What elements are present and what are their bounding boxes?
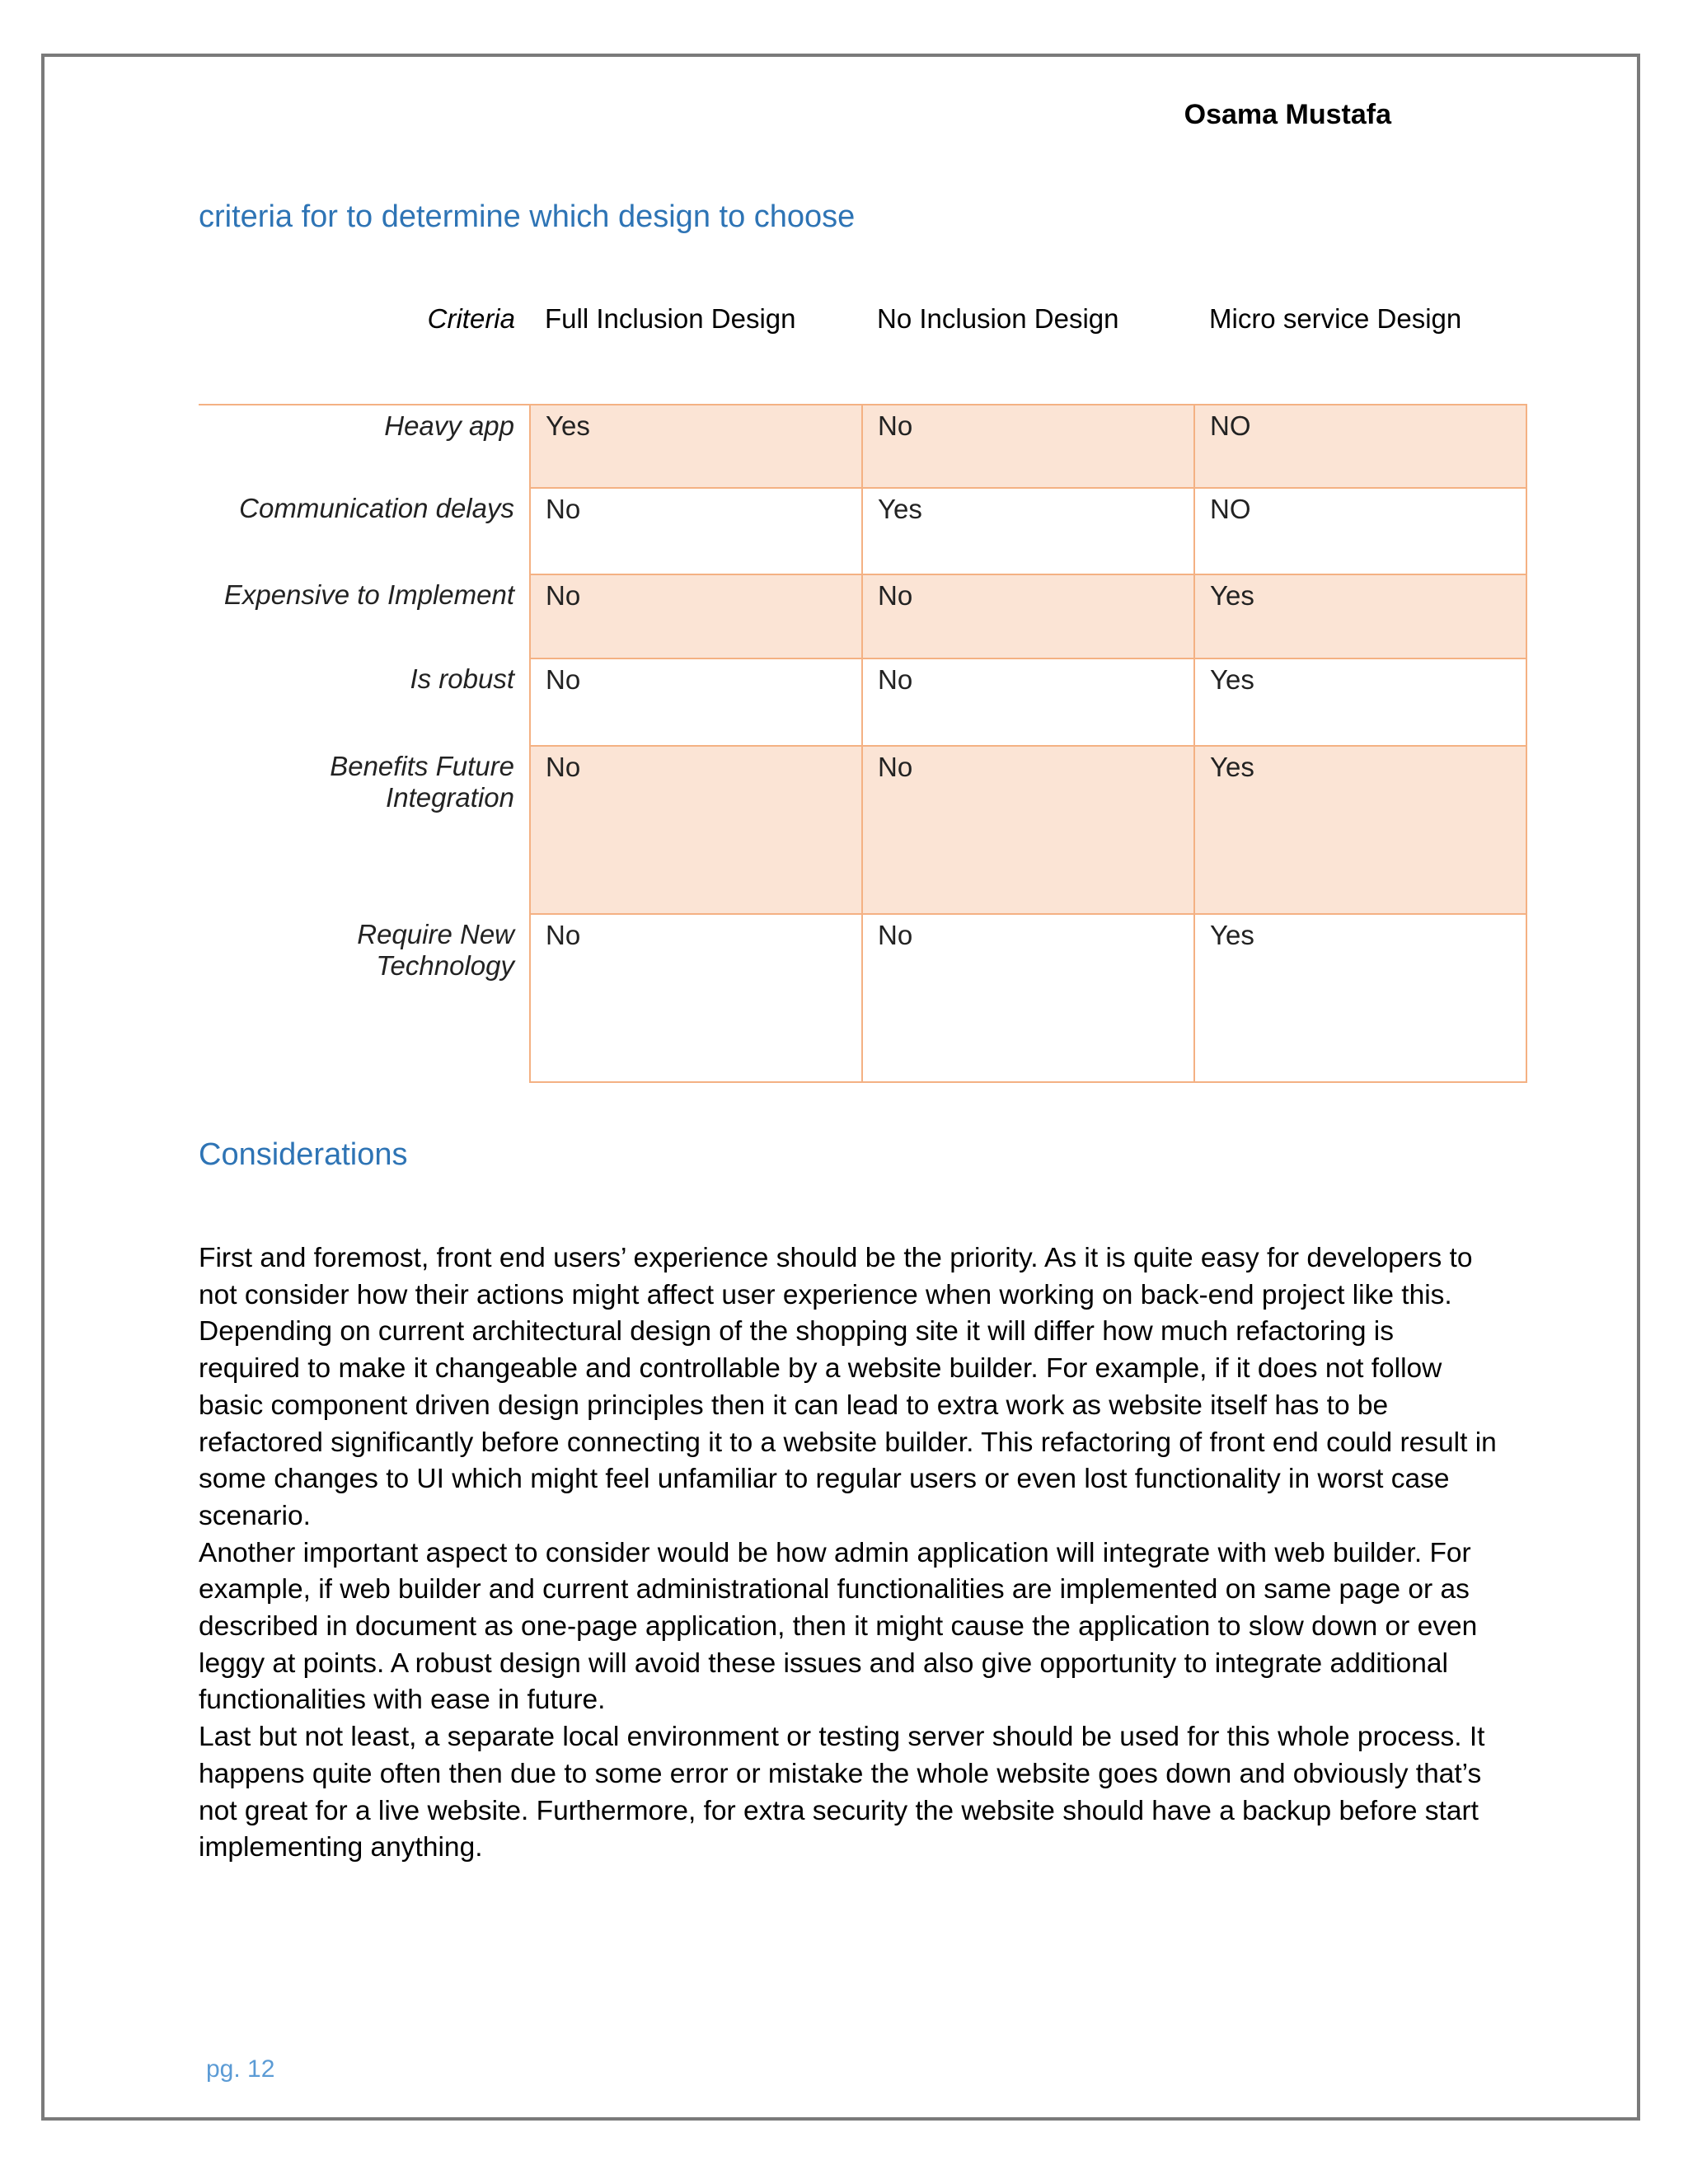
criteria-table xyxy=(199,288,1527,1083)
row-label-benefits-future: Benefits Future Integration xyxy=(199,746,530,914)
table-cell: No xyxy=(862,746,1194,914)
table-cell: NO xyxy=(1194,405,1526,488)
table-row xyxy=(199,658,1526,746)
criteria-heading: criteria for to determine which design to choose xyxy=(199,199,856,234)
row-label-is-robust: Is robust xyxy=(199,658,530,746)
table-cell: No xyxy=(862,914,1194,1082)
table-header-row xyxy=(199,288,1526,405)
table-cell: No xyxy=(530,574,862,658)
table-cell: Yes xyxy=(1194,746,1526,914)
table-cell: NO xyxy=(1194,488,1526,574)
table-cell: Yes xyxy=(530,405,862,488)
paragraph: Another important aspect to consider would be how admin application will integrate with web builder. For example, if web builder and current administrational functionalities are implemented on same page or as described in document as one-page application, then it might cause the application to slow down or even leggy at points. A robust design will avoid these issues and also give opportunity to integrate additional functionalities with ease in future. xyxy=(199,1537,1478,1716)
table-row xyxy=(199,914,1526,1082)
table-cell: No xyxy=(530,914,862,1082)
row-label-communication-delays: Communication delays xyxy=(199,488,530,574)
table-row xyxy=(199,405,1526,488)
page-number: pg. 12 xyxy=(206,2055,275,2083)
table-cell: Yes xyxy=(1194,658,1526,746)
column-header-no-inclusion: No Inclusion Design xyxy=(862,288,1194,405)
row-label-expensive: Expensive to Implement xyxy=(199,574,530,658)
table-row xyxy=(199,574,1526,658)
table-cell: No xyxy=(530,488,862,574)
row-label-new-technology: Require New Technology xyxy=(199,914,530,1082)
paragraph: First and foremost, front end users’ experience should be the priority. As it is quite easy for developers to not consider how their actions might affect user experience when working on back-end project like this. Depending on current architectural design of the shopping site it will differ how much refactoring is required to make it changeable and controllable by a website builder. For example, if it does not follow basic component driven design principles then it can lead to extra work as website itself has to be refactored significantly before connecting it to a website builder. This refactoring of front end could result in some changes to UI which might feel unfamiliar to regular users or even lost functionality in worst case scenario. xyxy=(199,1243,1497,1531)
table-cell: No xyxy=(862,574,1194,658)
table-cell: No xyxy=(530,658,862,746)
table-cell: Yes xyxy=(1194,574,1526,658)
considerations-heading: Considerations xyxy=(199,1137,408,1172)
column-header-micro-service: Micro service Design xyxy=(1194,288,1526,405)
row-label-heavy-app: Heavy app xyxy=(199,405,530,488)
paragraph: Last but not least, a separate local environment or testing server should be used for this whole process. It happens quite often then due to some error or mistake the whole website goes down and obviously that’s not great for a live website. Furthermore, for extra security the website should have a backup before start implementing anything. xyxy=(199,1722,1485,1863)
table-cell: Yes xyxy=(1194,914,1526,1082)
table-row xyxy=(199,488,1526,574)
considerations-body xyxy=(199,1240,1497,1867)
table-row xyxy=(199,746,1526,914)
table-cell: Yes xyxy=(862,488,1194,574)
column-header-criteria: Criteria xyxy=(199,288,530,405)
author-name: Osama Mustafa xyxy=(1184,99,1391,130)
table-cell: No xyxy=(862,658,1194,746)
table-cell: No xyxy=(530,746,862,914)
column-header-full-inclusion: Full Inclusion Design xyxy=(530,288,862,405)
table-cell: No xyxy=(862,405,1194,488)
